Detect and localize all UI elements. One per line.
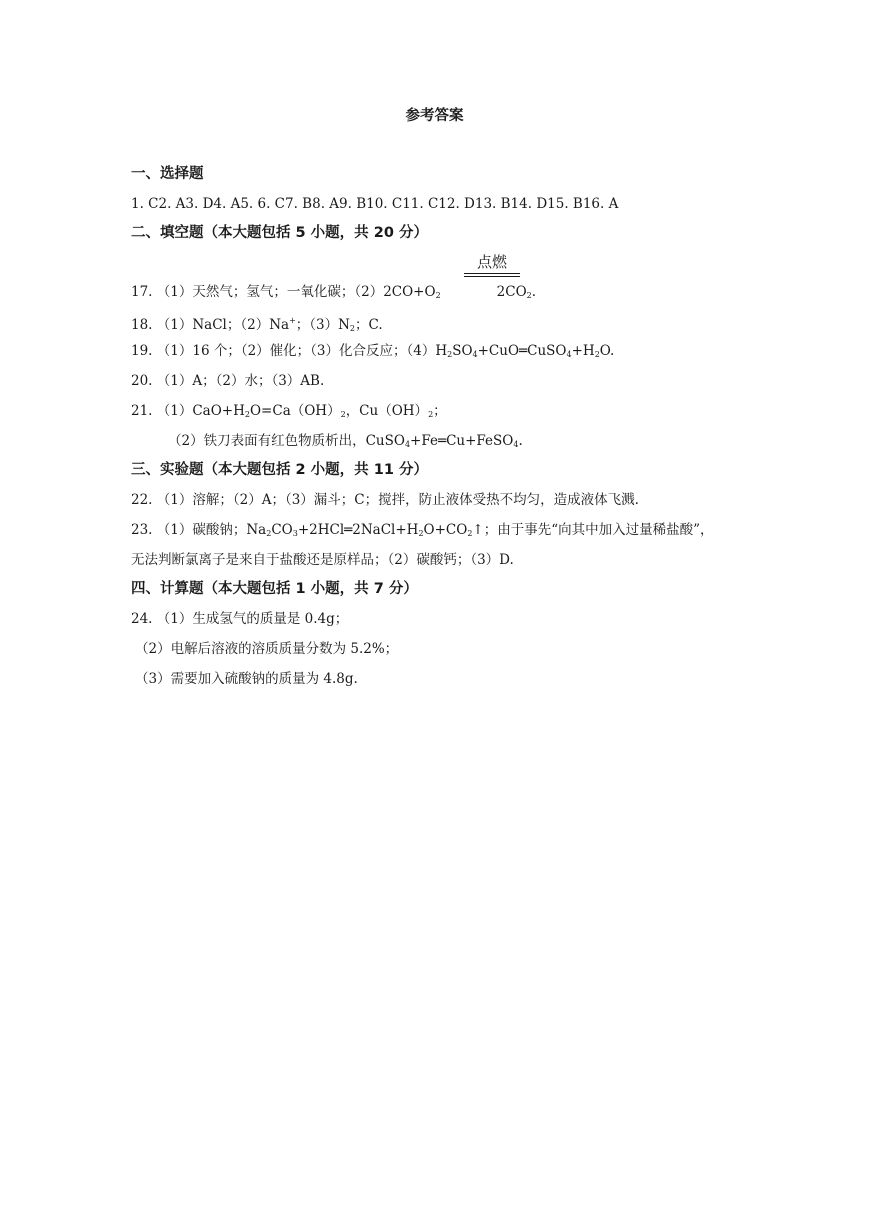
answer-23-e: ↑；由于事先“向其中加入过量稀盐酸”， <box>472 522 714 538</box>
answer-23-b: CO <box>271 522 293 538</box>
answer-23-2: 无法判断氯离子是来自于盐酸还是原样品；（2）碳酸钙；（3）D. <box>131 552 514 568</box>
answer-23-a: 23. （1）碳酸钠；Na <box>131 522 267 538</box>
subscript: 2 <box>349 324 356 333</box>
answer-17-end: . <box>531 284 537 300</box>
section-heading-calculation: 四、计算题（本大题包括 1 小题，共 7 分） <box>131 581 418 597</box>
section-heading-experiment: 三、实验题（本大题包括 2 小题，共 11 分） <box>131 462 428 478</box>
answer-21-2-c: . <box>518 433 523 449</box>
answer-21-2 <box>168 431 523 455</box>
subscript: 3 <box>292 529 298 538</box>
superscript: + <box>289 316 296 325</box>
subscript: 2 <box>340 410 346 419</box>
subscript: 4 <box>566 350 572 359</box>
answer-23-c: +2HCl═2NaCl+H <box>297 522 419 538</box>
subscript: 4 <box>404 440 411 449</box>
answer-23-d: O+CO <box>423 522 468 538</box>
answer-24-2: （2）电解后溶液的溶质质量分数为 5.2%； <box>135 641 399 657</box>
answer-19-b: SO <box>452 343 473 359</box>
answer-21-d: ； <box>433 403 447 419</box>
answer-18-c: ；C. <box>355 317 383 333</box>
section-heading-fill: 二、填空题（本大题包括 5 小题，共 20 分） <box>131 225 428 241</box>
answer-19-c: +CuO═CuSO <box>477 343 567 359</box>
answer-19-a: 19. （1）16 个；（2）催化；（3）化合反应；（4）H <box>131 343 448 359</box>
subscript: 4 <box>472 350 478 359</box>
answer-18 <box>131 311 383 339</box>
answer-18-a: 18. （1）NaCl；（2）Na <box>131 317 290 333</box>
answer-21-1 <box>131 401 447 425</box>
answer-18-b: ；（3）N <box>295 317 350 333</box>
subscript: 2 <box>526 291 532 300</box>
subscript: 2 <box>435 291 441 300</box>
answer-24-1: 24. （1）生成氢气的质量是 0.4g； <box>131 611 349 627</box>
answer-23-1 <box>131 520 714 544</box>
subscript: 2 <box>418 529 424 538</box>
answer-21-c: ，Cu（OH） <box>345 403 429 419</box>
subscript: 2 <box>467 529 473 538</box>
answer-21-2-b: +Fe═Cu+FeSO <box>410 433 514 449</box>
subscript: 4 <box>513 440 519 449</box>
page-title: 参考答案 <box>405 108 464 124</box>
answer-20: 20. （1）A；（2）水；（3）AB. <box>131 373 325 389</box>
answer-19-e: O. <box>599 343 615 359</box>
answer-21-b: O=Ca（OH） <box>249 403 341 419</box>
answer-19-d: +H <box>571 343 595 359</box>
answer-22: 22. （1）溶解；（2）A；（3）漏斗；C；搅拌，防止液体受热不均匀，造成液体飞溅. <box>131 492 639 508</box>
answer-17 <box>131 282 536 306</box>
reaction-bar-bottom <box>464 276 520 277</box>
answer-21-a: 21. （1）CaO+H <box>131 403 245 419</box>
answer-24-3: （3）需要加入硫酸钠的质量为 4.8g. <box>135 671 358 687</box>
answer-17-text: 17. （1）天然气；氢气；一氧化碳；（2）2CO+O <box>131 284 436 300</box>
reaction-condition: 点燃 <box>476 253 507 271</box>
subscript: 2 <box>244 410 250 419</box>
section-heading-choice: 一、选择题 <box>131 166 204 182</box>
subscript: 2 <box>266 529 272 538</box>
answer-19 <box>131 341 614 365</box>
choice-answers: 1. C2. A3. D4. A5. 6. C7. B8. A9. B10. C11. C12. D13. B14. D15. B16. A <box>131 196 619 212</box>
reaction-bar-top <box>464 273 520 274</box>
subscript: 2 <box>594 350 600 359</box>
answer-21-2-a: （2）铁刀表面有红色物质析出，CuSO <box>168 433 405 449</box>
subscript: 2 <box>428 410 434 419</box>
answer-17-product: 2CO <box>496 284 527 300</box>
subscript: 2 <box>447 350 453 359</box>
